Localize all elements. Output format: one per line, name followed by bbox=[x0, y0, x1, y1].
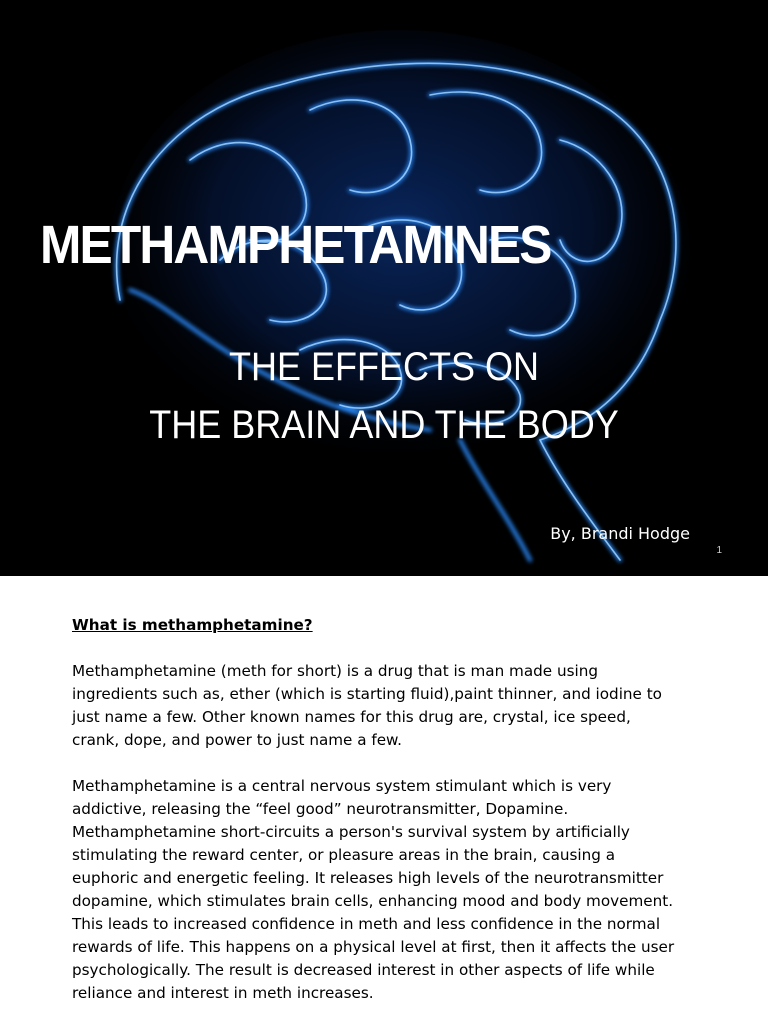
subtitle-line-1: THE EFFECTS ON bbox=[228, 345, 539, 389]
page-number: 1 bbox=[716, 545, 722, 556]
paragraph-2: Methamphetamine is a central nervous system stimulant which is very addictive, releasing the “feel good” neurotransmitter, Dopamine. Methamphetamine short-circuits a person's survival system by artificially stimulating the reward center, or pleasure areas in the brain, causing a euphoric and energetic feeling. It releases high levels of the neurotransmitter dopamine, which stimulates brain cells, enhancing mood and body movement. This leads to increased confidence in meth and less confidence in the normal rewards of life. This happens on a physical level at first, then it affects the user psychologically. The result is decreased interest in other aspects of life while reliance and interest in meth increases. bbox=[72, 777, 675, 1002]
slide-title: METHAMPHETAMINES bbox=[40, 215, 551, 275]
slide-subtitle bbox=[38, 338, 729, 454]
subtitle-line-2: THE BRAIN AND THE BODY bbox=[149, 403, 619, 447]
author-credit: By, Brandi Hodge bbox=[550, 524, 690, 543]
paragraph-1: Methamphetamine (meth for short) is a drug that is man made using ingredients such as, ether (which is starting fluid),paint thinner, and iodine to just name a few. Other known names for this drug are, crystal, ice speed, crank, dope, and power to just name a few. bbox=[72, 662, 662, 749]
section-heading: What is methamphetamine? bbox=[72, 616, 313, 634]
document-body bbox=[72, 614, 682, 1028]
